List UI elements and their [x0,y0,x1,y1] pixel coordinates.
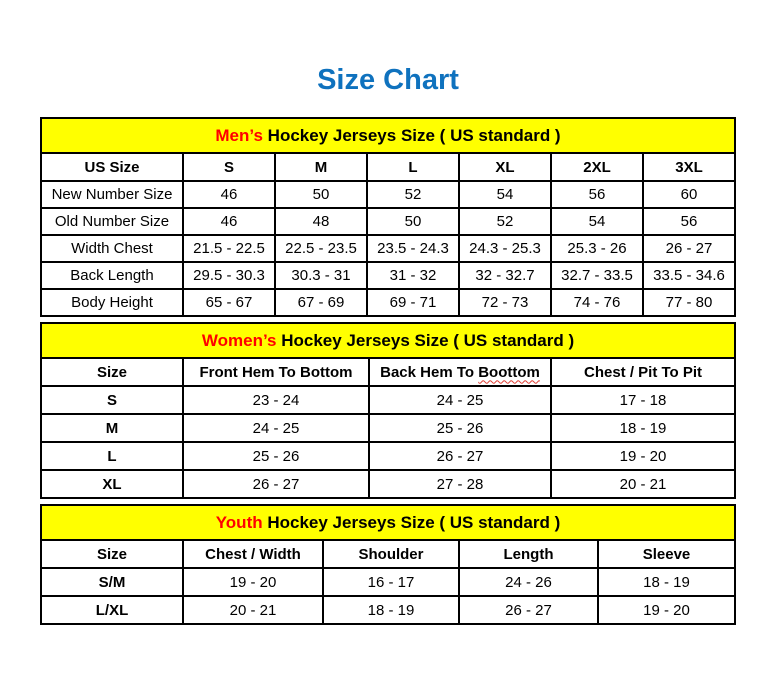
row-label: M [41,414,183,442]
cell-value: 23 - 24 [183,386,369,414]
table-row [41,414,735,442]
youth-header-row [41,540,735,568]
cell-value: 26 - 27 [643,235,735,262]
womens-banner [41,323,735,358]
cell-value: 24 - 25 [369,386,551,414]
youth-banner-row [41,505,735,540]
womens-banner-text: Hockey Jerseys Size ( US standard ) [281,330,575,350]
table-row [41,386,735,414]
cell-value: 32 - 32.7 [459,262,551,289]
mens-size-table [40,117,736,317]
page-title: Size Chart [317,64,459,96]
cell-value: 54 [459,181,551,208]
cell-value: 72 - 73 [459,289,551,316]
row-label: Body Height [41,289,183,316]
cell-value: 60 [643,181,735,208]
womens-header-row [41,358,735,386]
column-header: XL [459,153,551,181]
row-label: Back Length [41,262,183,289]
column-header: Front Hem To Bottom [183,358,369,386]
row-label: Old Number Size [41,208,183,235]
cell-value: 26 - 27 [459,596,598,624]
cell-value: 21.5 - 22.5 [183,235,275,262]
column-header: Chest / Pit To Pit [551,358,735,386]
table-row [41,181,735,208]
cell-value: 19 - 20 [551,442,735,470]
cell-value: 24.3 - 25.3 [459,235,551,262]
cell-value: 18 - 19 [551,414,735,442]
cell-value: 29.5 - 30.3 [183,262,275,289]
cell-value: 77 - 80 [643,289,735,316]
column-header [369,358,551,386]
column-header: US Size [41,153,183,181]
column-header: M [275,153,367,181]
table-row [41,289,735,316]
cell-value: 23.5 - 24.3 [367,235,459,262]
mens-banner-text: Hockey Jerseys Size ( US standard ) [267,125,561,145]
cell-value: 56 [643,208,735,235]
row-label: S [41,386,183,414]
table-row [41,262,735,289]
row-label: L/XL [41,596,183,624]
cell-value: 48 [275,208,367,235]
column-header: 2XL [551,153,643,181]
womens-banner-highlight: Women’s [201,330,277,350]
cell-value: 52 [367,181,459,208]
cell-value: 33.5 - 34.6 [643,262,735,289]
cell-value: 65 - 67 [183,289,275,316]
table-row [41,235,735,262]
table-row [41,568,735,596]
mens-banner-highlight: Men’s [215,125,263,145]
cell-value: 32.7 - 33.5 [551,262,643,289]
cell-value: 67 - 69 [275,289,367,316]
row-label: S/M [41,568,183,596]
cell-value: 25 - 26 [183,442,369,470]
table-row [41,596,735,624]
cell-value: 20 - 21 [551,470,735,498]
row-label: New Number Size [41,181,183,208]
cell-value: 18 - 19 [323,596,459,624]
cell-value: 50 [367,208,459,235]
column-header: Shoulder [323,540,459,568]
cell-value: 74 - 76 [551,289,643,316]
cell-value: 54 [551,208,643,235]
table-row [41,208,735,235]
mens-banner-row [41,118,735,153]
cell-value: 20 - 21 [183,596,323,624]
cell-value: 22.5 - 23.5 [275,235,367,262]
cell-value: 24 - 26 [459,568,598,596]
cell-value: 46 [183,181,275,208]
row-label: Width Chest [41,235,183,262]
cell-value: 46 [183,208,275,235]
column-header-text: Back Hem To [380,363,475,381]
youth-banner [41,505,735,540]
column-header: S [183,153,275,181]
column-header: Size [41,358,183,386]
womens-banner-row [41,323,735,358]
column-header: L [367,153,459,181]
table-row [41,470,735,498]
cell-value: 52 [459,208,551,235]
cell-value: 26 - 27 [369,442,551,470]
mens-banner [41,118,735,153]
column-header: Sleeve [598,540,735,568]
cell-value: 19 - 20 [598,596,735,624]
cell-value: 69 - 71 [367,289,459,316]
cell-value: 17 - 18 [551,386,735,414]
cell-value: 31 - 32 [367,262,459,289]
column-header: Chest / Width [183,540,323,568]
womens-size-table [40,322,736,499]
mens-header-row [41,153,735,181]
misspelled-word: Boottom [478,363,540,381]
youth-size-table [40,504,736,625]
youth-banner-text: Hockey Jerseys Size ( US standard ) [267,512,561,532]
column-header: Size [41,540,183,568]
row-label: L [41,442,183,470]
column-header: 3XL [643,153,735,181]
column-header: Length [459,540,598,568]
cell-value: 19 - 20 [183,568,323,596]
cell-value: 30.3 - 31 [275,262,367,289]
cell-value: 50 [275,181,367,208]
cell-value: 25 - 26 [369,414,551,442]
cell-value: 27 - 28 [369,470,551,498]
cell-value: 24 - 25 [183,414,369,442]
cell-value: 18 - 19 [598,568,735,596]
cell-value: 26 - 27 [183,470,369,498]
cell-value: 25.3 - 26 [551,235,643,262]
row-label: XL [41,470,183,498]
cell-value: 16 - 17 [323,568,459,596]
youth-banner-highlight: Youth [215,512,263,532]
table-row [41,442,735,470]
cell-value: 56 [551,181,643,208]
